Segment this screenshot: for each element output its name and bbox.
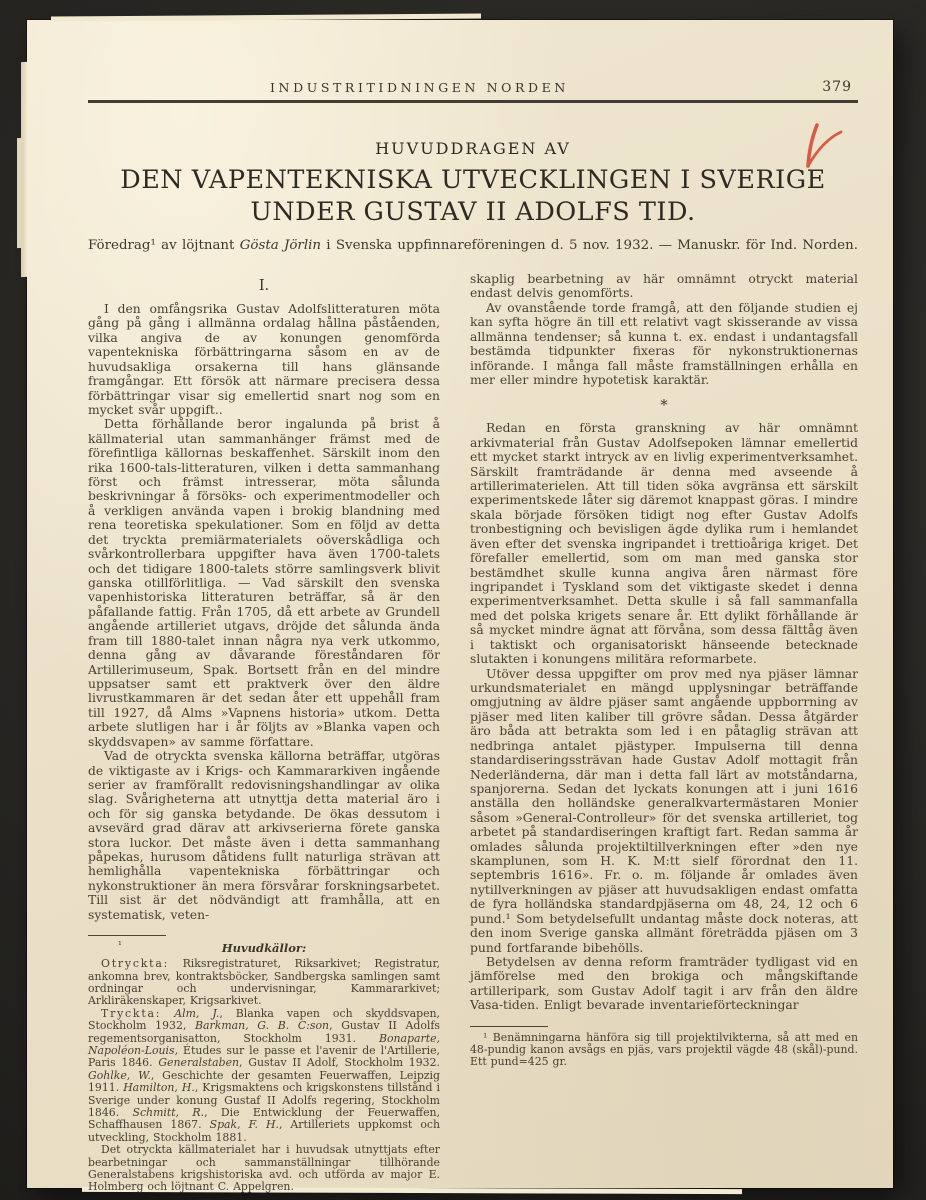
page-number: 379 [822, 79, 852, 95]
journal-title: INDUSTRITIDNINGEN NORDEN [270, 80, 569, 95]
footnote-marker: ¹ [118, 940, 122, 952]
paragraph: Vad de otryckta svenska källorna beträffar, utgöras de viktigaste av i Krigs- och Kammararkiven ingående serier av framförallt redovisningshandlingar av olika slag. Svårigheterna att utnyttja detta material äro i och för sig ganska betydande. De ökas dessutom i avsevärd grad därav att arkivserierna förete ganska stora luckor. Det måste även i detta sammanhang påpekas, hurusom dåtidens fullt naturliga strävan att hemlighålla vapentekniska förbättringar och nykonstruktioner än mera försvårar forskningsarbetet. Till sist är det nödvändigt att framhålla, att en systematisk, veten- [88, 749, 440, 922]
journal-page [27, 20, 893, 1194]
paragraph: Av ovanstående torde framgå, att den följande studien ej kan syfta högre än till ett relativt vagt skisserande av vissa allmänna tendenser; så kunna t. ex. endast i undantagsfall bestämda tidpunkter fixeras för nykonstruktionernas införande. I många fall måste framställningen erhålla en mer eller mindre hypotetisk karaktär. [470, 300, 858, 387]
paragraph: Detta förhållande beror ingalunda på brist å källmaterial utan sammanhänger främst med de förefintliga källornas beskaffenhet. Särskilt inom den rika 1600-tals-litteraturen, vilken i detta sammanhang först och främst intresserar, möta sålunda beskrivningar å försöks- och experimentmodeller och å verkligen använda vapen i brokig blandning med rena teoretiska spekulationer. Som en följd av detta det tryckta premiärmaterialets oöverskådliga och svårkontrollerbara uppgifter hava även 1700-talets och det tidigare 1800-talets större samlingsverk blivit ganska otillförlitliga. — Vad särskilt den svenska vapenhistoriska litteraturen beträffar, så är den påfallande fattig. Från 1705, då ett arbete av Grundell angående artilleriet utgavs, dröjde det sålunda ända fram till 1880-talet innan några nya verk utkommo, denna gång av dåvarande föreståndaren för Artillerimuseum, Spak. Bortsett från en del mindre uppsatser samt ett praktverk över den äldre livrustkammaren är det sedan åter ett uppehåll fram till 1927, då Alms »Vapnens historia» utkom. Detta arbete slutligen har i år följts av »Blanka vapen och skyddsvapen» av samme författare. [88, 417, 440, 749]
right-column [470, 272, 858, 1069]
right-footnote [470, 1026, 858, 1069]
paragraph: Utöver dessa uppgifter om prov med nya pjäser lämnar urkundsmaterialet en mängd upplysningar beträffande omgjutning av äldre pjäser samt angående uppborrning av pjäser med liten kaliber till grövre sådan. Dessa åtgärder äro båda att betrakta som led i en påtaglig strävan att nedbringa antalet pjästyper. Impulserna till denna standardiseringssträvan hade Gustav Adolf mottagit från Nederländerna, där man i detta fall lärt av motståndarna, spanjorerna. Sedan det lyckats konungen att i juni 1616 anställa den holländske generalkvartermästaren Monier såsom »General-Controlleur» för det svenska artilleriet, tog arbetet på standardiseringen kraftigt fart. Redan samma år omlades sålunda projektiltillverkningen efter »den nye skamplunen, som H. K. M:tt sielf förordnat den 11. septembris 1616». Fr. o. m. följande år omlades även nytillverkningen av pjäser att huvudsakligen endast omfatta de fyra holländska standardpjäserna om 48, 24, 12 och 6 pund.¹ Som betydelsefullt undantag måste dock noteras, att den inom Sverige ganska allmänt företrädda pjäsen om 3 pund fortfarande bibehölls. [470, 666, 858, 955]
article-title-block [88, 139, 858, 228]
paragraph: Redan en första granskning av här omnämnt arkivmaterial från Gustav Adolfsepoken lämnar emellertid ett mycket starkt intryck av en livlig experimentverksamhet. Särskilt framträdande är denna med avseende å artillerimaterielen. Att till tiden söka avgränsa ett särskilt experimentskede låter sig däremot knappast göras. I mindre skala började försöken tidigt nog efter Gustav Adolfs tronbestigning och bevisligen ägde dylika rum i hemlandet även efter det svenska ingripandet i trettioåriga kriget. Det förefaller emellertid, som om man med ganska stor bestämdhet skulle kunna angiva åren närmast före ingripandet i Tyskland som det viktigaste skedet i denna experimentverksamhet. Detta skulle i så fall sammanfalla med det polska krigets senare år. Ett dylikt förhållande är så mycket mindre ägnat att förvåna, som dessa fälttåg även i taktiskt och organisatoriskt hänseende betecknade slutakten i konungens militära reformarbete. [470, 421, 858, 667]
header-rule [88, 100, 858, 103]
section-heading: I. [258, 278, 270, 294]
left-column-text [88, 302, 440, 922]
right-footnote-text: ¹ Benämningarna hänföra sig till projektilvikterna, så att med en 48-pundig kanon avsågs en pjäs, vars projektil vägde 48 (skål)-pund. Ett pund=425 gr. [470, 1030, 858, 1069]
paragraph: Det otryckta källmaterialet har i huvudsak utnyttjats efter bearbetningar och sammanställningar tillhörande Generalstabens krigshistoriska avd. och utförda av major E. Holmberg och löjtnant C. Appelgren. [88, 1143, 440, 1194]
right-column-text-top [470, 272, 858, 387]
footnote-heading: Huvudkällor: [221, 941, 307, 956]
paragraph: I den omfångsrika Gustav Adolfslitteraturen möta gång på gång i allmänna ordalag hållna påståenden, vilka angiva de av konungen genomförda vapentekniska förbättringarna såsom en av de huvudsakliga orsakerna till hans glänsande framgångar. Ett försök att närmare precisera dessa förbättringar visar sig emellertid snart nog som en mycket svår uppgift.. [88, 302, 440, 417]
left-footnote [88, 935, 440, 1194]
right-column-text-bottom [470, 421, 858, 1012]
footnote-rule [470, 1026, 548, 1027]
byline: Föredrag¹ av löjtnant Gösta Jörlin i Svenska uppfinnareföreningen d. 5 nov. 1932. — Manuskr. för Ind. Norden. [88, 238, 858, 253]
article-title-line1: DEN VAPENTEKNISKA UTVECKLINGEN I SVERIGE [120, 165, 826, 195]
page-edge [51, 13, 481, 21]
article-title-line2: UNDER GUSTAV II ADOLFS TID. [250, 196, 696, 227]
paragraph: Betydelsen av denna reform framträder tydligast vid en jämförelse med den brokiga och mångskiftande artilleripark, som Gustav Adolf tagit i arv från den äldre Vasa-tiden. Enligt bevarade inventarieförteckningar [470, 954, 858, 1013]
running-head [88, 80, 858, 100]
asterisk-separator: * [660, 396, 668, 415]
paragraph: skaplig bearbetning av här omnämnt otryckt material endast delvis genomförts. [470, 272, 858, 301]
paragraph: Tryckta: Alm, J., Blanka vapen och skyddsvapen, Stockholm 1932, Barkman, G. B. C:son, Gustav II Adolfs regementsorganisatton, Stockholm 1931. Bonaparte, Napoléon-Louis, Études sur le passe et l'avenir de l'Artillerie, Paris 1846. Generalstaben, Gustav II Adolf, Stockholm 1932. Gohlke, W., Geschichte der gesamten Feuerwaffen, Leipzig 1911. Hamilton, H., Krigsmaktens och krigskonstens tillstånd i Sverige under konung Gustaf II Adolfs regering, Stockholm 1846. Schmitt, R., Die Entwicklung der Feuerwaffen, Schaffhausen 1867. Spak, F. H., Artilleriets uppkomst och utveckling, Stockholm 1881. [88, 1006, 441, 1144]
footnote-rule [88, 935, 166, 936]
paragraph: Otryckta: Riksregistraturet, Riksarkivet; Registratur, ankomna brev, kontraktsböcker, Sandbergska samlingen samt ordningar och undervisningar, Kammararkivet; Arkliräkenskaper, Krigsarkivet. [88, 957, 440, 1008]
article-kicker: HUVUDDRAGEN AV [375, 139, 571, 158]
left-footnote-text [88, 958, 440, 1194]
footnote-heading-row [88, 941, 440, 955]
page-edge [17, 138, 22, 248]
left-column [88, 278, 440, 1194]
